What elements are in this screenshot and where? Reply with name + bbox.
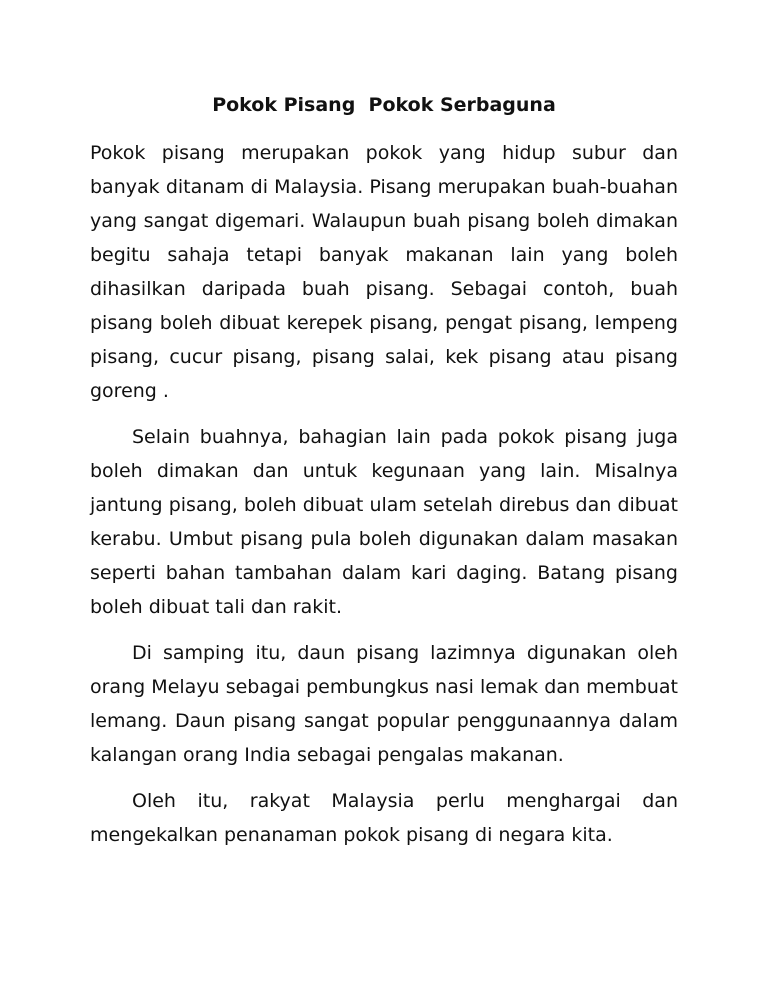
paragraph-conclusion: Oleh itu, rakyat Malaysia perlu menghargai dan mengekalkan penanaman pokok pisang di negara kita. (90, 790, 678, 846)
paragraph-other-parts: Selain buahnya, bahagian lain pada pokok pisang juga boleh dimakan dan untuk kegunaan yang lain. Misalnya jantung pisang, boleh dibuat ulam setelah direbus dan dibuat kerabu. Umbut pisang pula boleh digunakan dalam masakan seperti bahan tambahan dalam kari daging. Batang pisang boleh dibuat tali dan rakit. (90, 426, 678, 618)
paragraph-leaves: Di samping itu, daun pisang lazimnya digunakan oleh orang Melayu sebagai pembungkus nasi lemak dan membuat lemang. Daun pisang sangat popular penggunaannya dalam kalangan orang India sebagai pengalas makanan. (90, 642, 678, 766)
document-page (90, 90, 678, 864)
paragraph-intro: Pokok pisang merupakan pokok yang hidup subur dan banyak ditanam di Malaysia. Pisang merupakan buah-buahan yang sangat digemari. Walaupun buah pisang boleh dimakan begitu sahaja tetapi banyak makanan lain yang boleh dihasilkan daripada buah pisang. Sebagai contoh, buah pisang boleh dibuat kerepek pisang, pengat pisang, lempeng pisang, cucur pisang, pisang salai, kek pisang atau pisang goreng . (90, 142, 678, 402)
page-title: Pokok Pisang Pokok Serbaguna (212, 94, 556, 116)
